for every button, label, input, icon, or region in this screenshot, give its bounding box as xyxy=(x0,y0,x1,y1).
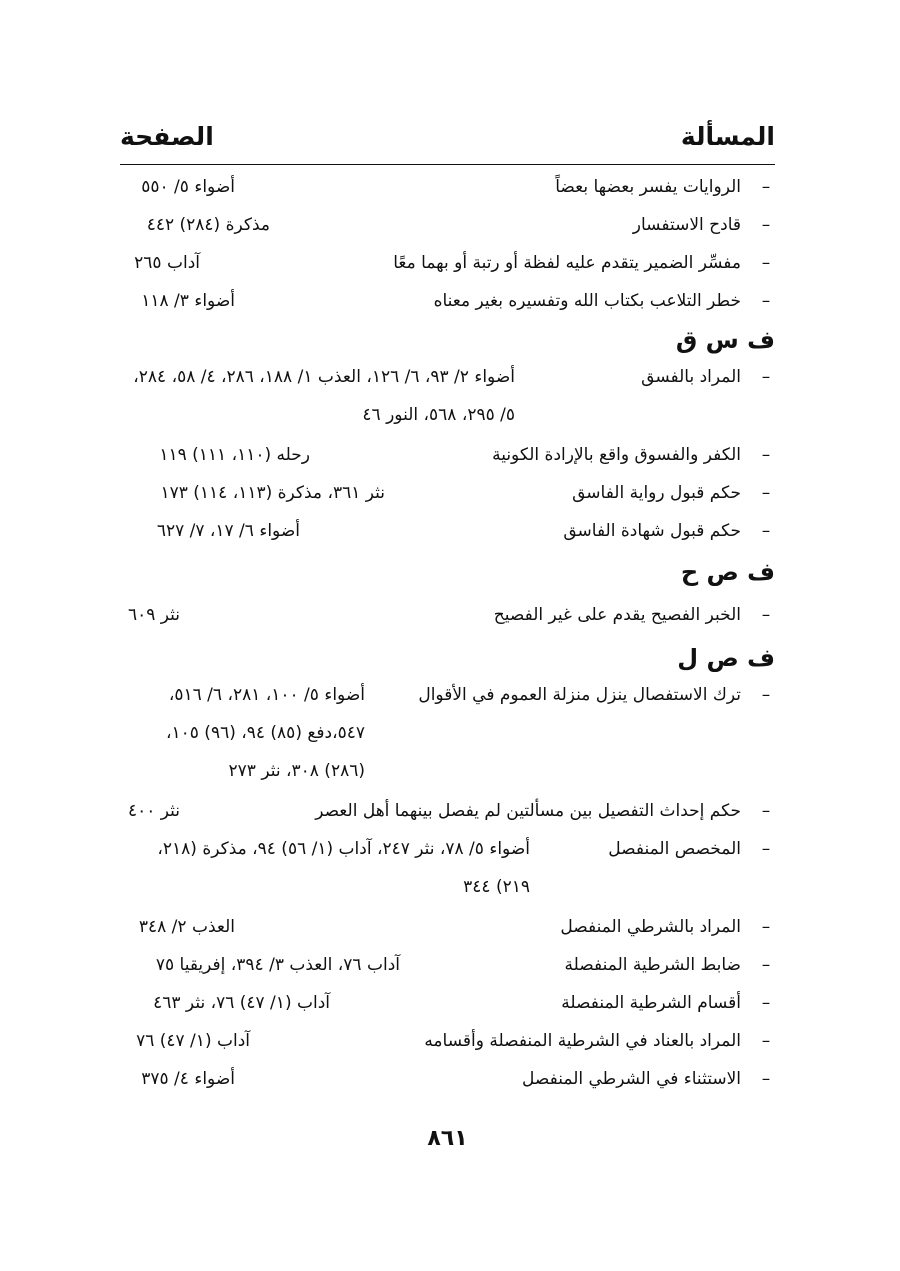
entry-topic: حكم قبول شهادة الفاسق xyxy=(563,521,741,541)
entry-dash: – xyxy=(761,1069,771,1089)
entry-topic: حكم إحداث التفصيل بين مسألتين لم يفصل بينهما أهل العصر xyxy=(315,801,741,821)
entry-dash: – xyxy=(761,605,771,625)
entry-topic: الكفر والفسوق واقع بالإرادة الكونية xyxy=(492,445,741,465)
entry-reference: نثر ٦٠٩ xyxy=(127,605,180,625)
entry-dash: – xyxy=(761,1031,771,1051)
entry-topic: الاستثناء في الشرطي المنفصل xyxy=(522,1069,741,1089)
entry-dash: – xyxy=(761,917,771,937)
entry-dash: – xyxy=(761,685,771,705)
entry-dash: – xyxy=(761,839,771,859)
entry-reference: أضواء ٤/ ٣٧٥ xyxy=(141,1069,235,1089)
entry-topic: المراد بالشرطي المنفصل xyxy=(560,917,741,937)
entry-topic: المراد بالعناد في الشرطية المنفصلة وأقسامه xyxy=(424,1031,741,1051)
entry-reference: أضواء ٥/ ٧٨، نثر ٢٤٧، آداب (١/ ٥٦) ٩٤، مذكرة (٢١٨، xyxy=(157,839,530,859)
entry-topic: ترك الاستفصال ينزل منزلة العموم في الأقوال xyxy=(418,685,741,705)
entry-dash: – xyxy=(761,253,771,273)
entry-reference: آداب ٢٦٥ xyxy=(134,253,200,273)
entry-topic: مفسِّر الضمير يتقدم عليه لفظة أو رتبة أو بهما معًا xyxy=(393,253,741,273)
entry-topic: الروايات يفسر بعضها بعضاً xyxy=(555,177,741,197)
page-column-label: الصفحة xyxy=(120,122,214,151)
entry-reference: أضواء ٥/ ١٠٠، ٢٨١، ٦/ ٥١٦، xyxy=(168,685,365,705)
entry-dash: – xyxy=(761,177,771,197)
entry-reference-continued: ٢١٩) ٣٤٤ xyxy=(463,877,530,897)
index-entry xyxy=(120,596,775,634)
index-entry xyxy=(120,1060,775,1098)
entry-reference: العذب ٢/ ٣٤٨ xyxy=(138,917,235,937)
entry-reference: آداب (١/ ٤٧) ٧٦ xyxy=(136,1031,250,1051)
index-page xyxy=(120,0,775,1271)
index-entry xyxy=(120,984,775,1022)
entry-topic: ضابط الشرطية المنفصلة xyxy=(564,955,741,975)
entry-continuation xyxy=(120,752,775,790)
entry-topic: الخبر الفصيح يقدم على غير الفصيح xyxy=(493,605,741,625)
entry-topic: المخصص المنفصل xyxy=(608,839,741,859)
entry-dash: – xyxy=(761,215,771,235)
entry-continuation xyxy=(120,868,775,906)
page-number: ٨٦١ xyxy=(427,1126,468,1151)
entry-topic: المراد بالفسق xyxy=(641,367,741,387)
index-entry xyxy=(120,908,775,946)
entry-reference: آداب (١/ ٤٧) ٧٦، نثر ٤٦٣ xyxy=(153,993,330,1013)
entry-reference: أضواء ٣/ ١١٨ xyxy=(141,291,235,311)
entry-topic: أقسام الشرطية المنفصلة xyxy=(561,993,741,1013)
index-entry xyxy=(120,676,775,714)
index-entry xyxy=(120,946,775,984)
question-column-label: المسألة xyxy=(680,122,775,151)
entry-topic: خطر التلاعب بكتاب الله وتفسيره بغير معناه xyxy=(433,291,741,311)
entry-reference: نثر ٤٠٠ xyxy=(127,801,180,821)
entry-reference: آداب ٧٦، العذب ٣/ ٣٩٤، إفريقيا ٧٥ xyxy=(155,955,400,975)
entry-dash: – xyxy=(761,801,771,821)
column-header xyxy=(120,122,775,164)
index-entry xyxy=(120,206,775,244)
entry-dash: – xyxy=(761,955,771,975)
index-entry xyxy=(120,1022,775,1060)
entry-dash: – xyxy=(761,521,771,541)
index-entry xyxy=(120,830,775,868)
index-entry xyxy=(120,474,775,512)
entry-reference: أضواء ٥/ ٥٥٠ xyxy=(141,177,235,197)
index-entry xyxy=(120,436,775,474)
entry-dash: – xyxy=(761,291,771,311)
entry-reference: أضواء ٢/ ٩٣، ٦/ ١٢٦، العذب ١/ ١٨٨، ٢٨٦، ٤/ ٥٨، ٢٨٤، xyxy=(133,367,515,387)
entry-reference-continued: (٢٨٦) ٣٠٨، نثر ٢٧٣ xyxy=(228,761,365,781)
entry-reference-continued: ٥/ ٢٩٥، ٥٦٨، النور ٤٦ xyxy=(362,405,515,425)
entry-reference-continued: ٥٤٧،دفع (٨٥) ٩٤، (٩٦) ١٠٥، xyxy=(165,723,365,743)
entry-reference: مذكرة (٢٨٤) ٤٤٢ xyxy=(146,215,270,235)
entry-topic: قادح الاستفسار xyxy=(632,215,741,235)
index-entry xyxy=(120,282,775,320)
section-letters: ف س ق xyxy=(675,326,775,354)
index-entry xyxy=(120,512,775,550)
section-letters: ف ص ل xyxy=(677,644,775,672)
entry-topic: حكم قبول رواية الفاسق xyxy=(572,483,741,503)
section-letters: ف ص ح xyxy=(680,558,775,586)
entry-dash: – xyxy=(761,483,771,503)
entry-reference: نثر ٣٦١، مذكرة (١١٣، ١١٤) ١٧٣ xyxy=(160,483,385,503)
entry-continuation xyxy=(120,714,775,752)
index-entry xyxy=(120,244,775,282)
entry-dash: – xyxy=(761,993,771,1013)
index-entry xyxy=(120,168,775,206)
index-entry xyxy=(120,792,775,830)
entry-reference: رحله (١١٠، ١١١) ١١٩ xyxy=(159,445,310,465)
entry-reference: أضواء ٦/ ١٧، ٧/ ٦٢٧ xyxy=(156,521,300,541)
entry-continuation xyxy=(120,396,775,434)
header-rule xyxy=(120,164,775,165)
entry-dash: – xyxy=(761,367,771,387)
entry-dash: – xyxy=(761,445,771,465)
index-entry xyxy=(120,358,775,396)
